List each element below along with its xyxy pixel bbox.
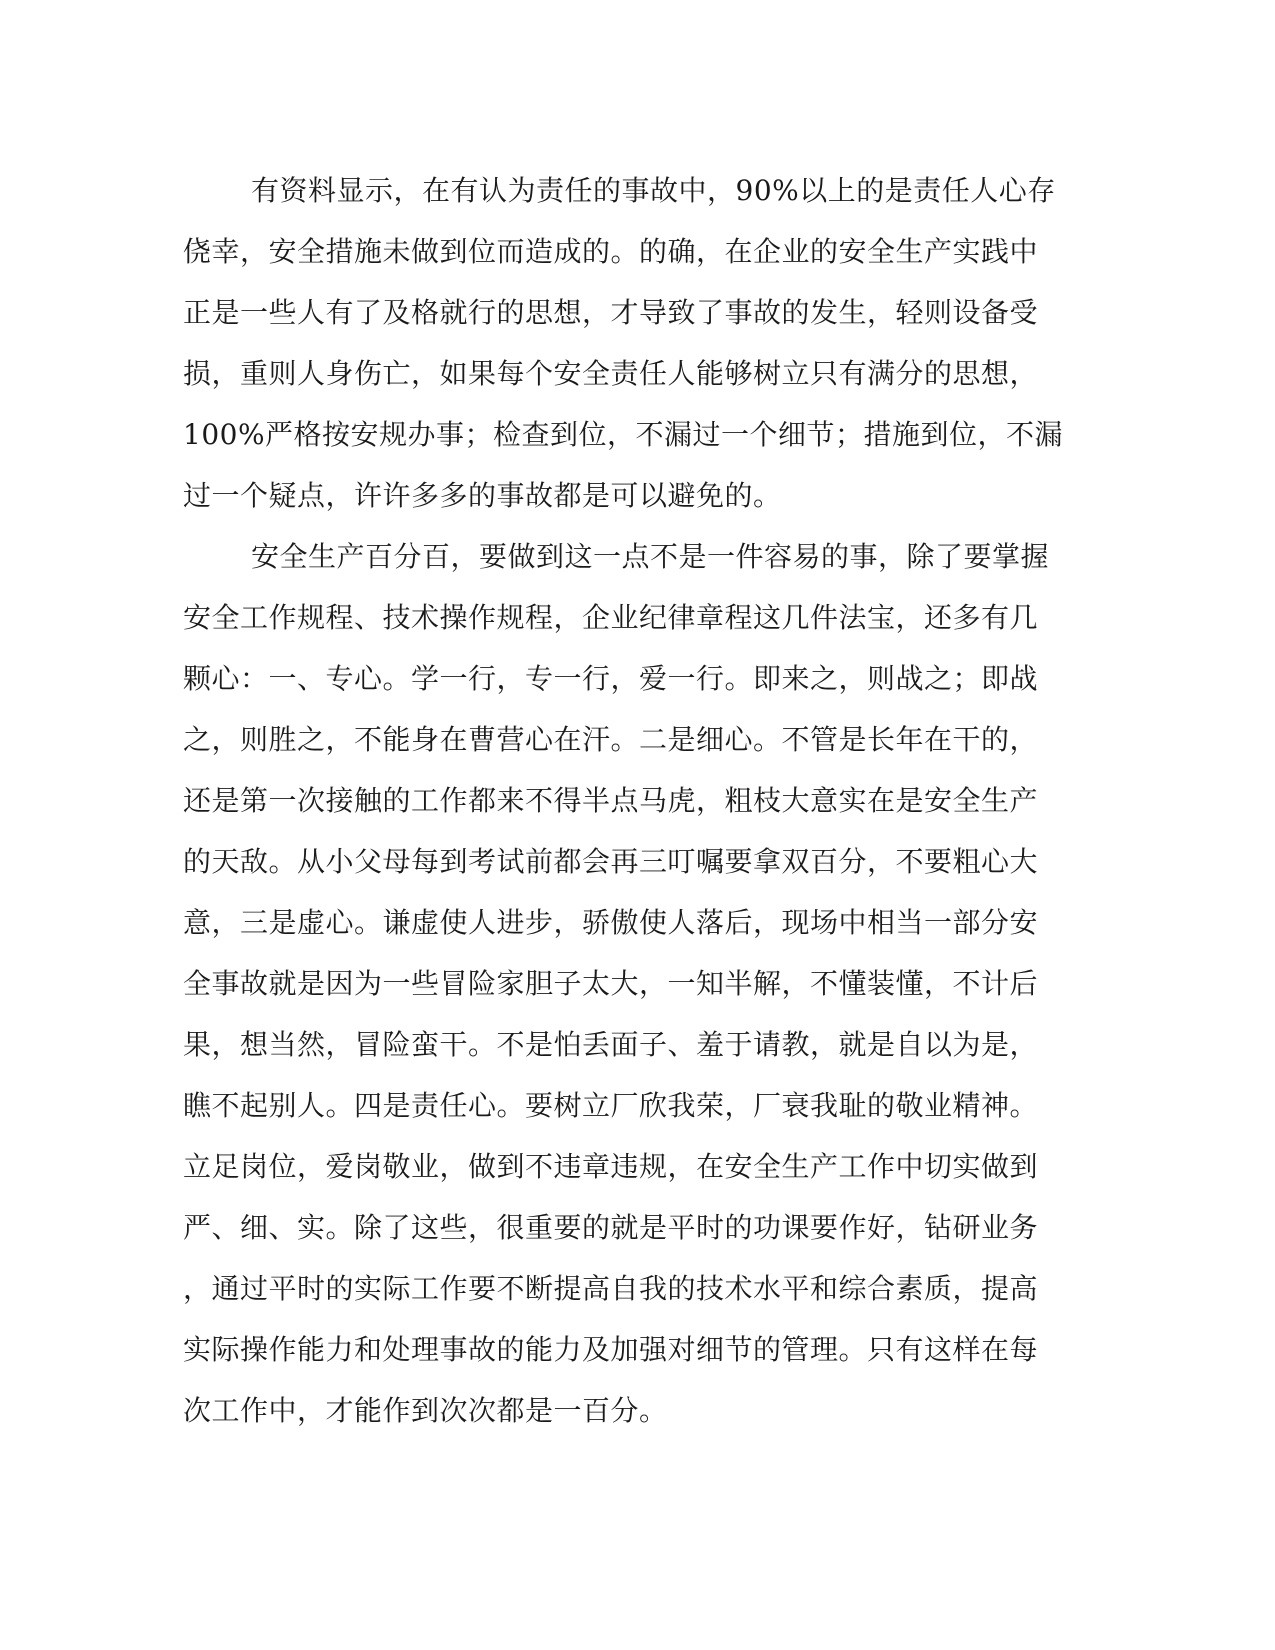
paragraph-line: 安全生产百分百，要做到这一点不是一件容易的事，除了要掌握: [251, 540, 1050, 573]
paragraph-line: 果，想当然，冒险蛮干。不是怕丢面子、羞于请教，就是自以为是，: [183, 1028, 1039, 1061]
paragraph-line: 安全工作规程、技术操作规程，企业纪律章程这几件法宝，还多有几: [183, 601, 1039, 634]
paragraph-line: 有资料显示，在有认为责任的事故中，90%以上的是责任人心存: [251, 174, 1056, 207]
paragraph-line: 之，则胜之，不能身在曹营心在汗。二是细心。不管是长年在干的，: [183, 723, 1039, 756]
paragraph-line: 还是第一次接触的工作都来不得半点马虎，粗枝大意实在是安全生产: [183, 784, 1039, 817]
paragraph-line: 瞧不起别人。四是责任心。要树立厂欣我荣，厂衰我耻的敬业精神。: [183, 1089, 1039, 1122]
paragraph-line: 全事故就是因为一些冒险家胆子太大，一知半解，不懂装懂，不计后: [183, 967, 1039, 1000]
paragraph-line: 过一个疑点，许许多多的事故都是可以避免的。: [183, 479, 782, 512]
paragraph-line: ，通过平时的实际工作要不断提高自我的技术水平和综合素质，提高: [183, 1272, 1039, 1305]
paragraph-2: [183, 526, 1050, 1441]
paragraph-line: 意，三是虚心。谦虚使人进步，骄傲使人落后，现场中相当一部分安: [183, 906, 1039, 939]
document-body: [183, 160, 1064, 1441]
paragraph-line: 次工作中，才能作到次次都是一百分。: [183, 1394, 668, 1427]
paragraph-line: 正是一些人有了及格就行的思想，才导致了事故的发生，轻则设备受: [183, 296, 1039, 329]
paragraph-line: 立足岗位，爱岗敬业，做到不违章违规，在安全生产工作中切实做到: [183, 1150, 1039, 1183]
paragraph-line: 侥幸，安全措施未做到位而造成的。的确，在企业的安全生产实践中: [183, 235, 1039, 268]
paragraph-line: 严、细、实。除了这些，很重要的就是平时的功课要作好，钻研业务: [183, 1211, 1039, 1244]
paragraph-line: 损，重则人身伤亡，如果每个安全责任人能够树立只有满分的思想，: [183, 357, 1039, 390]
paragraph-line: 100%严格按安规办事；检查到位，不漏过一个细节；措施到位，不漏: [183, 418, 1064, 451]
paragraph-line: 实际操作能力和处理事故的能力及加强对细节的管理。只有这样在每: [183, 1333, 1039, 1366]
paragraph-line: 的天敌。从小父母每到考试前都会再三叮嘱要拿双百分，不要粗心大: [183, 845, 1039, 878]
paragraph-1: [183, 160, 1064, 526]
paragraph-line: 颗心：一、专心。学一行，专一行，爱一行。即来之，则战之；即战: [183, 662, 1039, 695]
